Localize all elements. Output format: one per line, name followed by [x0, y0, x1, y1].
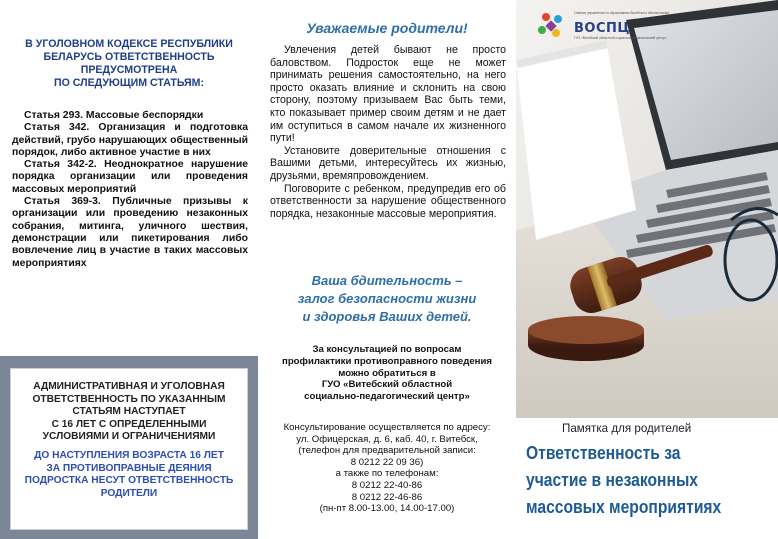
- notice-line: УСЛОВИЯМИ И ОГРАНИЧЕНИЯМИ: [42, 431, 216, 443]
- vigilance-slogan: [258, 272, 516, 326]
- liability-box-background: [0, 356, 258, 539]
- heading-line: ПРЕДУСМОТРЕНА: [80, 64, 178, 76]
- article-342: Статья 342. Организация и подготовка действий, грубо нарушающих общественный порядок, либо активное участие в них: [12, 122, 248, 158]
- appeal-paragraph: Увлечения детей бывают не просто баловством. Подросток еще не может принимать решения самостоятельно, на него просто оказать влияние и склонить на свою сторону, поэтому призываем Вас быть теми, кто показывает пример своим детям и не дает им оступиться в самом начале их жизненного пути!: [270, 44, 506, 145]
- consult-line: профилактики противоправного поведения: [282, 355, 492, 367]
- logo-name: ВОСПЦ: [574, 21, 630, 36]
- appeal-paragraph: Поговорите с ребенком, предупредив его об ответственности за нарушение общественного порядка, незаконные массовые мероприятия.: [270, 182, 506, 220]
- cover-panel: [516, 0, 778, 539]
- vospc-logo: [534, 8, 674, 44]
- article-293: Статья 293. Массовые беспорядки: [24, 110, 204, 121]
- heading-line: ПО СЛЕДУЮЩИМ СТАТЬЯМ:: [53, 77, 204, 89]
- parents-liability-notice: [19, 450, 239, 500]
- leaflet-title: [526, 440, 743, 521]
- parents-appeal-text: [270, 44, 506, 220]
- consult-line: можно обратиться в: [338, 367, 436, 379]
- heading-line: В УГОЛОВНОМ КОДЕКСЕ РЕСПУБЛИКИ: [25, 38, 233, 50]
- address-line: ул. Офицерская, д. 6, каб. 40, г. Витебск,: [296, 433, 478, 445]
- left-panel: [0, 0, 258, 539]
- title-line: массовых мероприятиях: [526, 497, 722, 517]
- consult-line: За консультацией по вопросам: [312, 344, 462, 355]
- address-line: (телефон для предварительной записи:: [298, 445, 476, 457]
- phone-number: 8 0212 22-46-86: [351, 491, 423, 503]
- criminal-code-heading: [8, 38, 250, 90]
- article-369-3: Статья 369-3. Публичные призывы к организации или проведению незаконных собрания, митинга, уличного шествия, демонстрации или пикетирования либо вовлечение лиц в участие в таких массовых мероприятиях: [12, 196, 248, 269]
- liability-age-notice: [19, 381, 239, 444]
- logo-emblem-icon: [534, 9, 568, 43]
- appeal-paragraph: Установите доверительные отношения с Вашими детьми, интересуйтесь их жизнью, друзьями, времяпровождением.: [270, 144, 506, 182]
- logo-caption-bottom: ГУО «Витебский областной социально-педагогический центр»: [574, 36, 667, 40]
- heading-line: БЕЛАРУСЬ ОТВЕТСТВЕННОСТЬ: [43, 51, 215, 63]
- notice-line: С 16 ЛЕТ С ОПРЕДЕЛЕННЫМИ: [51, 418, 207, 430]
- parents-greeting: Уважаемые родители!: [306, 20, 468, 36]
- liability-box: [10, 368, 248, 530]
- consult-line: ГУО «Витебский областной: [321, 379, 453, 391]
- middle-panel: [258, 0, 516, 539]
- notice-line: СТАТЬЯМ НАСТУПАЕТ: [72, 406, 186, 418]
- slogan-line: залог безопасности жизни: [297, 291, 477, 306]
- title-line: Ответственность за: [526, 443, 681, 463]
- slogan-line: Ваша бдительность –: [311, 273, 463, 288]
- articles-list: [12, 110, 248, 270]
- logo-caption-top: Главное управление по образованию Витебского облисполкома: [574, 11, 669, 15]
- slogan-line: и здоровья Ваших детей.: [302, 309, 472, 324]
- notice-line: ДО НАСТУПЛЕНИЯ ВОЗРАСТА 16 ЛЕТ: [34, 449, 224, 461]
- address-line: а также по телефонам:: [335, 468, 439, 480]
- article-342-2: Статья 342-2. Неоднократное нарушение порядка организации или проведения массовых мероприятий: [12, 159, 248, 195]
- laptop-gavel-photo: [516, 0, 778, 420]
- notice-line: АДМИНИСТРАТИВНАЯ И УГОЛОВНАЯ: [33, 381, 225, 392]
- working-hours: (пн-пт 8.00-13.00, 14.00-17.00): [319, 503, 455, 515]
- notice-line: РОДИТЕЛИ: [100, 487, 158, 499]
- consultation-info: [266, 344, 508, 403]
- contact-address: [266, 422, 508, 515]
- notice-line: ОТВЕТСТВЕННОСТЬ ПО УКАЗАННЫМ: [32, 393, 226, 405]
- phone-number: 8 0212 22-40-86: [351, 479, 423, 491]
- phone-number: 8 0212 22 09 36): [350, 456, 424, 468]
- address-line: Консультирование осуществляется по адресу:: [283, 422, 491, 433]
- title-line: участие в незаконных: [526, 470, 698, 490]
- notice-line: ПОДРОСТКА НЕСУТ ОТВЕТСТВЕННОСТЬ: [24, 475, 234, 487]
- notice-line: ЗА ПРОТИВОПРАВНЫЕ ДЕЯНИЯ: [46, 462, 212, 474]
- consult-line: социально-педагогический центр»: [304, 391, 470, 403]
- leaflet-subtitle: Памятка для родителей: [562, 422, 692, 435]
